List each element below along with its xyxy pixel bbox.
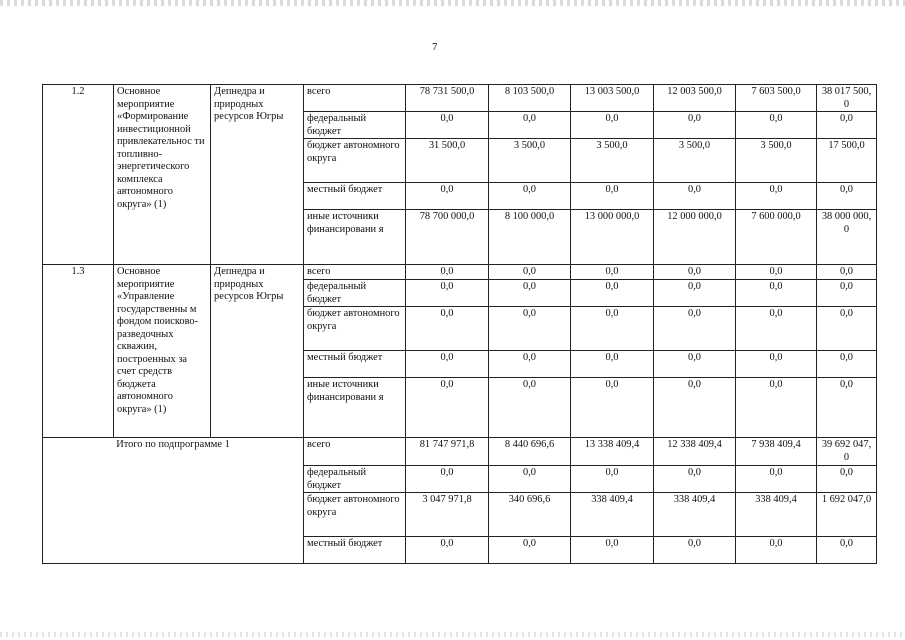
funding-source: федеральный бюджет [304, 280, 406, 307]
amount-cell: 3 047 971,8 [406, 493, 489, 537]
amount-cell: 0,0 [489, 183, 571, 210]
amount-cell: 0,0 [571, 307, 654, 351]
amount-cell: 0,0 [406, 378, 489, 438]
budget-table-body [43, 85, 877, 564]
funding-source: бюджет автономного округа [304, 139, 406, 183]
table-row [43, 265, 877, 280]
funding-source: местный бюджет [304, 351, 406, 378]
amount-cell: 0,0 [736, 280, 817, 307]
amount-cell: 0,0 [736, 265, 817, 280]
amount-cell: 3 500,0 [736, 139, 817, 183]
total-label: Итого по подпрограмме 1 [43, 438, 304, 564]
amount-cell: 3 500,0 [489, 139, 571, 183]
amount-cell: 78 731 500,0 [406, 85, 489, 112]
funding-source: всего [304, 85, 406, 112]
amount-cell: 13 338 409,4 [571, 438, 654, 466]
total-row [43, 438, 877, 466]
amount-cell: 0,0 [489, 265, 571, 280]
amount-cell: 0,0 [736, 378, 817, 438]
funding-source: всего [304, 438, 406, 466]
amount-cell: 17 500,0 [817, 139, 877, 183]
amount-cell: 0,0 [489, 307, 571, 351]
amount-cell: 0,0 [654, 280, 736, 307]
amount-cell: 0,0 [406, 280, 489, 307]
amount-cell: 0,0 [654, 537, 736, 564]
amount-cell: 0,0 [736, 183, 817, 210]
funding-source: местный бюджет [304, 183, 406, 210]
amount-cell: 338 409,4 [571, 493, 654, 537]
amount-cell: 0,0 [489, 537, 571, 564]
row-code: 1.3 [43, 265, 114, 438]
amount-cell: 0,0 [406, 466, 489, 493]
funding-source: бюджет автономного округа [304, 493, 406, 537]
funding-source: всего [304, 265, 406, 280]
amount-cell: 0,0 [817, 351, 877, 378]
amount-cell: 0,0 [817, 280, 877, 307]
amount-cell: 8 440 696,6 [489, 438, 571, 466]
amount-cell: 0,0 [571, 280, 654, 307]
amount-cell: 0,0 [736, 112, 817, 139]
amount-cell: 0,0 [736, 537, 817, 564]
amount-cell: 0,0 [571, 351, 654, 378]
activity-name: Основное мероприятие «Формирование инвестиционной привлекательнос ти топливно-энергетического комплекса автономного округа» (1) [114, 85, 211, 265]
table-row [43, 85, 877, 112]
amount-cell: 0,0 [817, 307, 877, 351]
amount-cell: 0,0 [817, 466, 877, 493]
amount-cell: 12 000 000,0 [654, 210, 736, 265]
amount-cell: 0,0 [654, 112, 736, 139]
scan-artifact-top [0, 0, 905, 6]
amount-cell: 0,0 [571, 537, 654, 564]
amount-cell: 0,0 [406, 307, 489, 351]
amount-cell: 338 409,4 [736, 493, 817, 537]
scan-artifact-bottom [0, 632, 905, 637]
amount-cell: 0,0 [571, 183, 654, 210]
amount-cell: 338 409,4 [654, 493, 736, 537]
amount-cell: 38 000 000, 0 [817, 210, 877, 265]
amount-cell: 0,0 [571, 378, 654, 438]
amount-cell: 8 103 500,0 [489, 85, 571, 112]
amount-cell: 13 000 000,0 [571, 210, 654, 265]
funding-source: бюджет автономного округа [304, 307, 406, 351]
funding-source: федеральный бюджет [304, 466, 406, 493]
executor: Депнедра и природных ресурсов Югры [211, 85, 304, 265]
page-number: 7 [432, 41, 438, 53]
funding-source: иные источники финансировани я [304, 210, 406, 265]
amount-cell: 78 700 000,0 [406, 210, 489, 265]
amount-cell: 31 500,0 [406, 139, 489, 183]
amount-cell: 0,0 [817, 378, 877, 438]
amount-cell: 8 100 000,0 [489, 210, 571, 265]
budget-table [42, 84, 877, 564]
amount-cell: 0,0 [817, 265, 877, 280]
amount-cell: 0,0 [817, 537, 877, 564]
amount-cell: 0,0 [736, 466, 817, 493]
amount-cell: 0,0 [654, 378, 736, 438]
amount-cell: 3 500,0 [654, 139, 736, 183]
amount-cell: 0,0 [489, 466, 571, 493]
amount-cell: 39 692 047, 0 [817, 438, 877, 466]
amount-cell: 12 338 409,4 [654, 438, 736, 466]
amount-cell: 0,0 [489, 112, 571, 139]
amount-cell: 12 003 500,0 [654, 85, 736, 112]
amount-cell: 0,0 [489, 378, 571, 438]
amount-cell: 0,0 [654, 466, 736, 493]
amount-cell: 0,0 [489, 280, 571, 307]
amount-cell: 81 747 971,8 [406, 438, 489, 466]
amount-cell: 0,0 [654, 183, 736, 210]
amount-cell: 0,0 [406, 265, 489, 280]
amount-cell: 0,0 [406, 112, 489, 139]
funding-source: иные источники финансировани я [304, 378, 406, 438]
amount-cell: 0,0 [406, 351, 489, 378]
amount-cell: 0,0 [654, 351, 736, 378]
funding-source: федеральный бюджет [304, 112, 406, 139]
amount-cell: 0,0 [406, 537, 489, 564]
amount-cell: 0,0 [571, 265, 654, 280]
amount-cell: 7 600 000,0 [736, 210, 817, 265]
amount-cell: 0,0 [406, 183, 489, 210]
amount-cell: 0,0 [489, 351, 571, 378]
amount-cell: 0,0 [817, 112, 877, 139]
amount-cell: 0,0 [736, 307, 817, 351]
amount-cell: 0,0 [654, 307, 736, 351]
amount-cell: 0,0 [571, 466, 654, 493]
amount-cell: 340 696,6 [489, 493, 571, 537]
amount-cell: 7 603 500,0 [736, 85, 817, 112]
amount-cell: 13 003 500,0 [571, 85, 654, 112]
amount-cell: 0,0 [736, 351, 817, 378]
amount-cell: 0,0 [654, 265, 736, 280]
row-code: 1.2 [43, 85, 114, 265]
amount-cell: 0,0 [571, 112, 654, 139]
amount-cell: 7 938 409,4 [736, 438, 817, 466]
amount-cell: 1 692 047,0 [817, 493, 877, 537]
executor: Депнедра и природных ресурсов Югры [211, 265, 304, 438]
activity-name: Основное мероприятие «Управление государственны м фондом поисково-разведочных скважин, построенных за счет средств бюджета автономного округа» (1) [114, 265, 211, 438]
amount-cell: 38 017 500, 0 [817, 85, 877, 112]
funding-source: местный бюджет [304, 537, 406, 564]
amount-cell: 0,0 [817, 183, 877, 210]
amount-cell: 3 500,0 [571, 139, 654, 183]
